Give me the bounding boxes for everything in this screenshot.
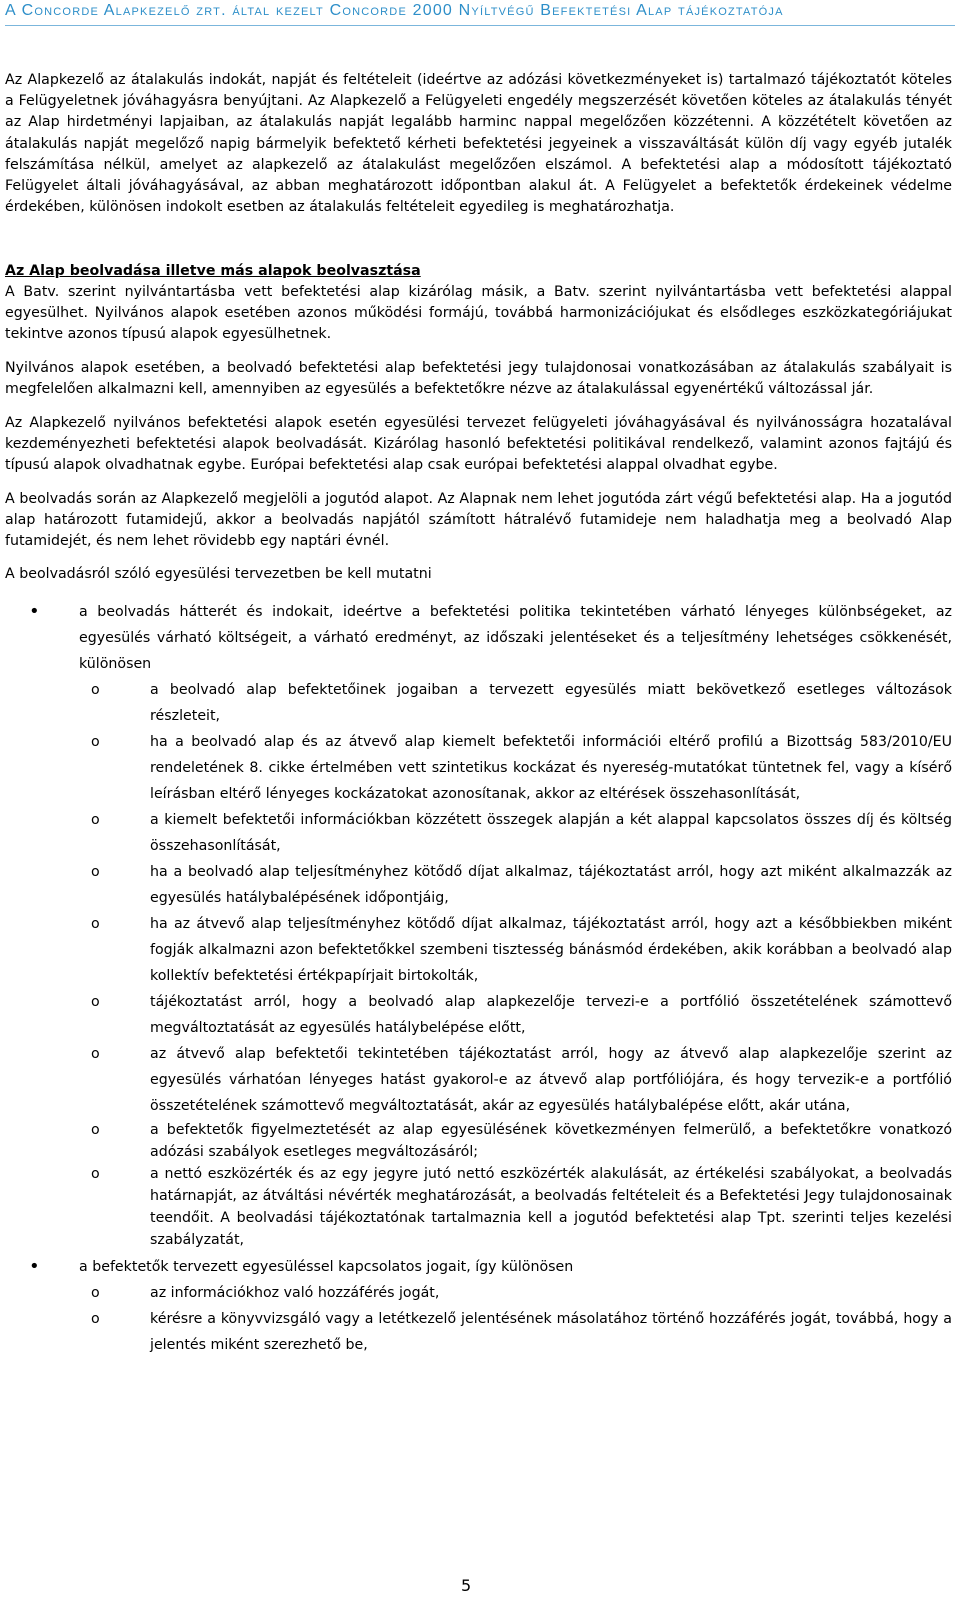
sub-text: ha a beolvadó alap teljesítményhez kötődő díjat alkalmaz, tájékoztatást arról, hogy azt miként alkalmazzák az egyesülés hatálybalépésének időpontjáig, (150, 864, 952, 907)
sub-text: ha a beolvadó alap és az átvevő alap kiemelt befektetői információi eltérő profilú a Bizottság 583/2010/EU rendeletének 8. cikke értelmében vett szintetikus kockázat és nyereség-mutatókat tüntetnek fel, vagy a kísérő leírásban eltérő lényeges kockázatokat azonosítanak, akkor az eltérések összehasonlítását, (150, 734, 952, 803)
sub-text: az információkhoz való hozzáférés jogát, (150, 1285, 440, 1302)
sub-text: ha az átvevő alap teljesítményhez kötődő díjat alkalmaz, tájékoztatást arról, hogy azt a későbbiekben miként fogják alkalmazni azon befektetőkkel szembeni tisztesség bánásmód érdekében, akik korábban a beolvadó alap kollektív befektetési értékpapírjait birtokolták, (150, 916, 952, 985)
sub-marker: o (91, 1122, 100, 1139)
paragraph-list-intro: A beolvadásról szóló egyesülési tervezetben be kell mutatni (5, 566, 432, 583)
bullet-text: a befektetők tervezett egyesüléssel kapcsolatos jogait, így különösen (79, 1259, 574, 1276)
sub-text: tájékoztatást arról, hogy a beolvadó alap alapkezelője tervezi-e a portfólió összetételének számottevő megváltoztatását az egyesülés hatálybelépése előtt, (150, 994, 952, 1037)
sub-text: a kiemelt befektetői információkban közzétett összegek alapján a két alappal kapcsolatos összes díj és költség összehasonlítását, (150, 812, 952, 855)
list-item (5, 807, 952, 859)
sub-list (79, 677, 952, 1251)
paragraph-merger-rules: A Batv. szerint nyilvántartásba vett befektetési alap kizárólag másik, a Batv. szerint nyilvántartásba vett befektetési alappal egyesülhet. Nyilvános alapok esetében azonos működési formájú, továbbá harmonizációjukat és elsődleges eszközkategóriájukat tekintve azonos típusú alapok egyesülhetnek. (5, 284, 952, 343)
page-header (0, 0, 960, 30)
paragraph-merger-plan: Az Alapkezelő nyilvános befektetési alapok esetén egyesülési tervezet felügyeleti jóváhagyásával és nyilvánosságra hozatalával kezdeményezheti befektetési alapok beolvadását. Kizárólag hasonló befektetési politikával rendelkező, valamint azonos fajtájú és típusú alapok olvadhatnak egybe. Európai befektetési alap csak európai befektetési alappal olvadhat egybe. (5, 415, 952, 474)
sub-marker: o (91, 994, 100, 1011)
sub-text: a beolvadó alap befektetőinek jogaiban a tervezett egyesülés miatt bekövetkező esetleges változások részleteit, (150, 682, 952, 725)
sub-marker: o (91, 1311, 100, 1328)
page-number: 5 (461, 1576, 472, 1595)
sub-list (79, 1280, 952, 1358)
list-item (5, 1254, 952, 1358)
sub-marker: o (91, 1285, 100, 1302)
bullet-marker: • (29, 1256, 40, 1278)
sub-marker: o (91, 812, 100, 829)
list-item (5, 599, 952, 1251)
list-item (5, 1280, 952, 1306)
document-body (5, 70, 952, 1358)
list-item (5, 677, 952, 729)
sub-text: az átvevő alap befektetői tekintetében tájékoztatást arról, hogy az átvevő alap alapkezelője szerint az egyesülés várhatóan lényeges hatást gyakorol-e az átvevő alap portfóliójára, és hogy tervezik-e a portfólió összetételének számottevő megváltoztatását, akár az egyesülés hatálybalépése előtt, akár utána, (150, 1046, 952, 1115)
sub-text: kérésre a könyvvizsgáló vagy a letétkezelő jelentésének másolatához történő hozzáférés jogát, továbbá, hogy a jelentés miként szerezhető be, (150, 1311, 952, 1354)
list-item (5, 911, 952, 989)
sub-marker: o (91, 682, 100, 699)
list-item (5, 1119, 952, 1163)
sub-text: a befektetők figyelmeztetését az alap egyesülésének következményen felmerülő, a befektetőkre vonatkozó adózási szabályok esetleges megváltozásáról; (150, 1122, 952, 1161)
bullet-marker: • (29, 601, 40, 623)
sub-marker: o (91, 916, 100, 933)
sub-text: a nettó eszközérték és az egy jegyre jutó nettó eszközérték alakulását, az értékelési szabályokat, a beolvadás határnapját, az átváltási névérték meghatározását, a beolvadás feltételeit és a Befektetési Jegy tulajdonosainak teendőit. A beolvadási tájékoztatónak tartalmaznia kell a jogutód befektetési alap Tpt. szerinti teljes kezelési szabályzatát, (150, 1166, 952, 1249)
list-item (5, 1163, 952, 1251)
list-item (5, 859, 952, 911)
bullet-text: a beolvadás hátterét és indokait, ideértve a befektetési politika tekintetében várható lényeges különbségeket, az egyesülés várható költségeit, a várható eredményt, az időszaki jelentéseket és a teljesítmény lehetséges csökkenését, különösen (79, 604, 952, 673)
header-title: A Concorde Alapkezelő zrt. által kezelt Concorde 2000 Nyíltvégű Befektetési Alap tájékoztatója (5, 2, 784, 19)
paragraph-public-funds: Nyilvános alapok esetében, a beolvadó befektetési alap befektetési jegy tulajdonosai vonatkozásában az átalakulás szabályait is megfelelően alkalmazni kell, amennyiben az egyesülés a befektetőkre nézve az átalakulással egyenértékű változással jár. (5, 360, 952, 398)
section-title: Az Alap beolvadása illetve más alapok beolvasztása (5, 263, 421, 280)
list-item (5, 729, 952, 807)
list-item (5, 1041, 952, 1119)
paragraph-successor-fund: A beolvadás során az Alapkezelő megjelöli a jogutód alapot. Az Alapnak nem lehet jogutóda zárt végű befektetési alap. Ha a jogutód alap határozott futamidejű, akkor a beolvadás napjától számított hátralévő futamideje nem haladhatja meg a beolvadó Alap futamidejét, és nem lehet rövidebb egy naptári évnél. (5, 491, 952, 550)
bullet-list (5, 599, 952, 1358)
header-divider (5, 25, 955, 26)
paragraph-transformation: Az Alapkezelő az átalakulás indokát, napját és feltételeit (ideértve az adózási következményeket is) tartalmazó tájékoztatót köteles a Felügyeletnek jóváhagyásra benyújtani. Az Alapkezelő a Felügyeleti engedély megszerzését követően köteles az átalakulás tényét az Alap hirdetményi lapjaiban, az átalakulás napját legalább harminc nappal megelőzően közzétenni. A közzétételt követően az átalakulás napját megelőző napig bármelyik befektető kérheti befektetési jegyeinek a visszaváltását külön díj vagy egyéb jutalék felszámítása nélkül, amelyet az alapkezelő az átalakulást megelőzően elszámol. A befektetési alap a módosított tájékoztató Felügyelet általi jóváhagyásával, az abban meghatározott időpontban alakul át. A Felügyelet a befektetők érdekeinek védelme érdekében, különösen indokolt esetben az átalakulás feltételeit egyedileg is meghatározhatja. (5, 72, 952, 216)
list-item (5, 1306, 952, 1358)
sub-marker: o (91, 734, 100, 751)
sub-marker: o (91, 1046, 100, 1063)
sub-marker: o (91, 864, 100, 881)
sub-marker: o (91, 1166, 100, 1183)
list-item (5, 989, 952, 1041)
